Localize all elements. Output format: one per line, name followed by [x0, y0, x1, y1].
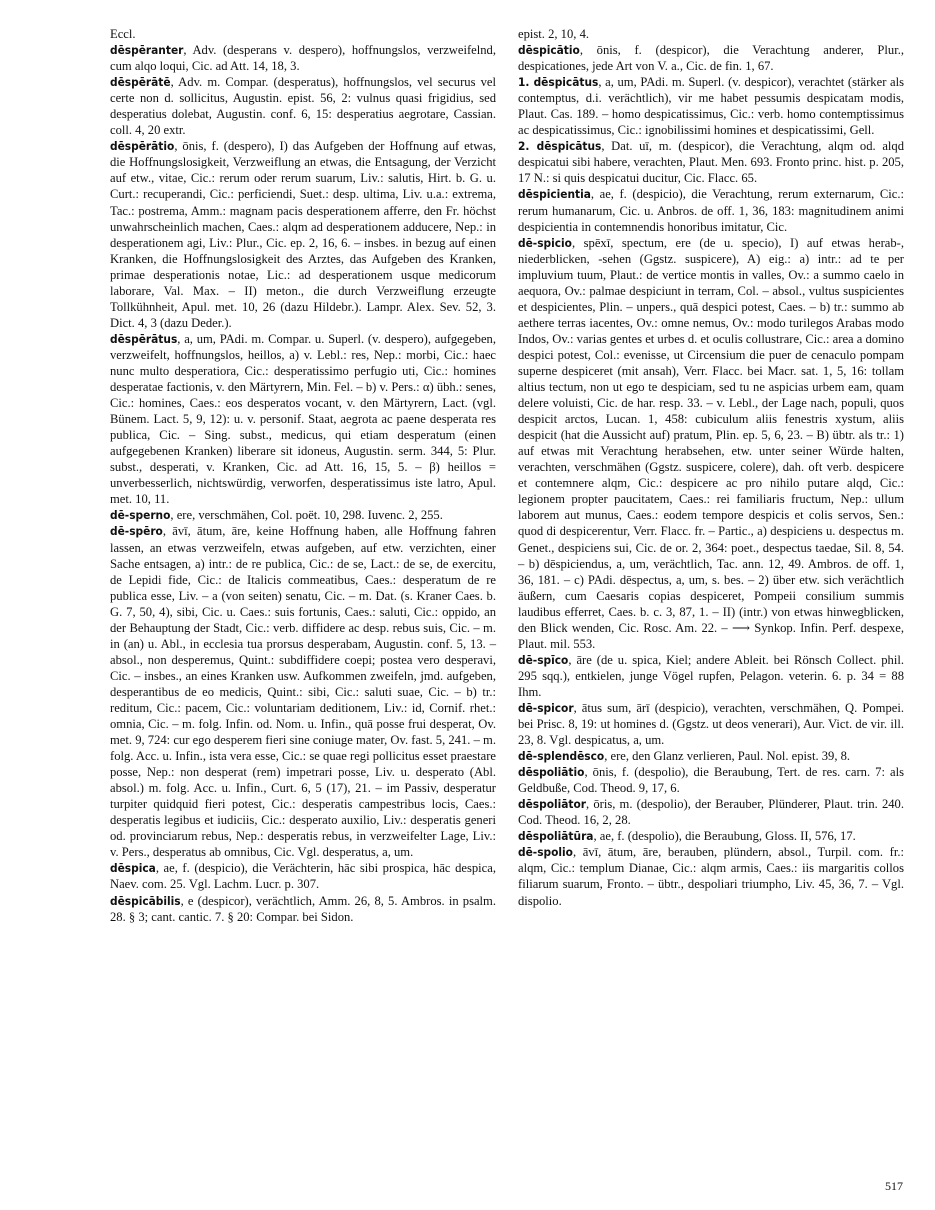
entry-headword: dē-spēro: [110, 524, 163, 539]
entry-headword: dēspoliātor: [518, 797, 587, 812]
entry-headword: dēspicābilis: [110, 893, 181, 908]
entry-text: , a, um, PAdi. m. Superl. (v. despicor), verachtet (stärker als contemptus, d.i. verächtlich), vir me habet pessumis despicatam modis, Plaut. Cas. 189. – homo despicatissimus, Cic.: verb. homo contemptissimus ac despicatissimus, Cic.: ignobilissimi homines et despicatissimi, Gell.: [518, 75, 905, 138]
entry-headword: dēspoliātūra: [518, 829, 594, 844]
dictionary-entry: [518, 42, 904, 74]
dictionary-entry: [518, 186, 904, 234]
dictionary-entry: [518, 748, 904, 764]
entry-headword: dēspērātus: [110, 331, 178, 346]
entry-text: Eccl.: [110, 27, 136, 41]
dictionary-entry: [518, 796, 904, 828]
left-column: [110, 26, 496, 925]
entry-headword: dēspoliātio: [518, 765, 585, 780]
dictionary-entry: [518, 828, 904, 844]
entry-headword: dēspērātio: [110, 139, 175, 154]
entry-headword: 1. dēspicātus: [518, 75, 599, 90]
entry-headword: dē-sperno: [110, 508, 171, 523]
dictionary-entry: [110, 42, 496, 74]
entry-text: , Adv. m. Compar. (desperatus), hoffnungslos, vel securus vel certe non d. sollicitus, Augustin. epist. 56, 2: vulnus quasi frigidius, sed desperatius dolebat, Augustin. conf. 6, 15: desperatius aegrotare, Cassian. coll. 4, 20 extr.: [110, 75, 496, 138]
entry-headword: dēspērātē: [110, 75, 171, 90]
dictionary-entry: [110, 523, 496, 860]
entry-headword: 2. dēspicātus: [518, 139, 602, 154]
entry-headword: dē-splendēsco: [518, 749, 605, 764]
dictionary-entry: [518, 26, 904, 42]
dictionary-entry: [110, 331, 496, 508]
dictionary-entry: [518, 138, 904, 186]
dictionary-entry: [110, 507, 496, 523]
entry-text: , ae, f. (despolio), die Beraubung, Gloss. II, 576, 17.: [593, 829, 856, 844]
entry-text: , āre (de u. spica, Kiel; andere Ableit. bei Rönsch Collect. phil. 295 sqq.), entkielen, junge Vögel rupfen, Pelagon. veterin. 6. p. 34 = 88 Ihm.: [518, 652, 904, 699]
entry-text: , Adv. (desperans v. despero), hoffnungslos, verzweifelnd, cum alqo loqui, Cic. ad Att. 14, 18, 3.: [110, 43, 496, 74]
entry-text: , āvī, ātum, āre, berauben, plündern, absol., Turpil. com. fr.: alqm, Cic.: templum Dianae, Cic.: alqm armis, Caes.: iis margaritis collos filiarum suarum, Fronto. – übtr., despoliari triumpho, Liv. 45, 36, 7. – Vgl. dispolio.: [518, 845, 904, 908]
entry-headword: dē-spīco: [518, 652, 569, 667]
entry-text: , ōris, m. (despolio), der Berauber, Plünderer, Plaut. trin. 240. Cod. Theod. 16, 2, 28.: [518, 797, 904, 828]
entry-headword: dēspicientia: [518, 187, 591, 202]
entry-text: , ere, den Glanz verlieren, Paul. Nol. epist. 39, 8.: [604, 749, 851, 764]
entry-headword: dēspicātio: [518, 43, 580, 58]
entry-text: , ere, verschmähen, Col. poët. 10, 298. Iuvenc. 2, 255.: [170, 508, 443, 523]
entry-text: epist. 2, 10, 4.: [518, 27, 590, 41]
dictionary-entry: [518, 764, 904, 796]
entry-text: , spēxī, spectum, ere (de u. specio), I) auf etwas herab-, niederblicken, -sehen (Ggstz. suspicere), A) eig.: a) intr.: ad te per impluvium tuum, Plaut.: de vertice montis in valles, Ov.: a summo caelo in aequora, Ov.: palmae despiciunt in terram, Col. – absol., vultus suspicientes et despicientes, Plin. – unpers., quā despici potest, Caes. – b) tr.: summo ab aethere terras iacentes, Ov.: omne nemus, Ov.: modo turilegos Arabas modo Indos, Ov.: varias gentes et urbes d. et oculis collustrare, Cic.: area a domino despici potest, Col.: evenisse, ut Circensium die puer de cenaculo pompam superne despiceret (mit ansah), Verr. Flacc. bei Macr. sat. 1, 5, 16: tollam altius tectum, non ut ego te despiciam, sed tu ne aspicias urbem eam, quam delere voluisti, Cic. de har. resp. 33. – v. Lebl., der Lage nach, populi, quos despicit arctos, Lucan. 1, 458: cubiculum aliis fenestris xystum, aliis despicit (hat die Aussicht auf) pratum, Plin. ep. 5, 6, 23. – B) übtr. als tr.: 1) auf etwas mit Verachtung herabsehen, etw. unter seiner Würde halten, verachten, verschmähen (Ggstz. suspicere, colere), dah. oft verb. despicere et contemnere alqm, Cic.: despicere ac pro nihilo putare alqd, Cic.: legionem propter paucitatem, Caes.: rei familiaris fructum, Nep.: ullum laborem aut munus, Caes.: eodem tempore despicis et colis servos, Sen.: quod di despicerentur, Verr. Flacc. fr. – Partic., a) despiciens u. despectus m. Genet., despiciens sui, Cic. de or. 2, 364: poet., despectus taedae, Sil. 8, 54. – b) dēspiciendus, a, um, verächtlich, Tac. ann. 12, 49. Ambros. de off. 1, 36, 181. – c) PAdi. dēspectus, a, um, s. bes. – 2) über etw. sich verächtlich äußern, cum Caesaris copias despiceret, Pompeii consilium summis laudibus efferret, Caes. b. c. 3, 87, 1. – II) (intr.) von etwas hinwegblicken, den Blick wenden, Cic. Rosc. Am. 22. – ⟶ Synkop. Infin. Perf. despexe, Plaut. mil. 553.: [518, 235, 904, 651]
entry-headword: dē-spicio: [518, 235, 572, 250]
dictionary-entry: [518, 74, 904, 138]
entry-text: , ae, f. (despicio), die Verachtung, rerum externarum, Cic.: rerum humanarum, Cic. u. Anbros. de off. 1, 36, 183: magnitudinem animi despicientia in contemnendis honoribus imitatur, Cic.: [518, 187, 904, 234]
entry-text: , ōnis, f. (despolio), die Beraubung, Tert. de res. carn. 7: als Geldbuße, Cod. Theod. 9, 17, 6.: [518, 765, 904, 796]
dictionary-entry: [110, 26, 496, 42]
dictionary-entry: [518, 700, 904, 748]
dictionary-entry: [518, 235, 904, 652]
entry-headword: dēspēranter: [110, 43, 184, 58]
entry-text: , āvī, ātum, āre, keine Hoffnung haben, alle Hoffnung fahren lassen, an etwas verzweifeln, etwas aufgeben, auf etw. verzichten, einer Sache entsagen, a) intr.: de re publica, Cic.: de se, Lact.: de se, de exercitu, de Lepidi fide, Cic.: de Italicis commeatibus, Caes.: desperatum de re publica esse, Liv. – a (von seiten) senatu, Cic. – m. Dat. (s. Kraner Caes. b. G. 7, 50, 4), sibi, Cic. u. Caes.: suis fortunis, Caes.: saluti, Cic.: oppido, an der Behauptung der Stadt, Cic.: verb. diffidere ac desp. rebus suis, Cic. – m. in (an) u. Abl., in ecclesia tua prorsus desperabam, Augustin. conf. 5, 13. – absol., non desperemus, Quint.: subdiffidere coepi; postea vero desperavi, Cic. – insbes., an eines Kranken usw. Aufkommen zweifeln, jmd. aufgeben, desperantibus de eo medicis, Quint.: sibi, Cic.: saluti suae, Cic. – b) tr.: reditum, Cic.: pacem, Cic.: voluntariam deditionem, Liv.: id, Cornif. rhet.: omnia, Cic. – m. folg. Infin. od. Nom. u. Infin., quā posse frui desperat, Ov. met. 9, 724: cur ego desperem fieri sine coniuge mater, Ov. fast. 5, 241. – m. folg. Acc. u. Infin., ista vera esse, Cic.: se quae regi pollicitus esset praestare posse, Nep.: non desperat (rem) impetrari posse, Liv. u. desperato (Abl. absol.) m. folg. Acc. u. Infin., Curt. 6, 5 (17), 21. – im Passiv, desperatur turpiter quidquid fieri potest, Cic.: desperatis campestribus locis, Caes.: desperatis legibus et iudiciis, Cic.: desperato auxilio, Liv.: desperatis generi od. provinciarum rebus, Nep.: desperatis rebus, in verzweifelter Lage, Liv.: v. Pers., desperatus ab omnibus, Cic. Vgl. desperatus, a, um.: [110, 524, 496, 860]
dictionary-entry: [518, 652, 904, 700]
entry-text: , Dat. uī, m. (despicor), die Verachtung, alqm od. alqd despicatui sibi habere, verachten, Plaut. Men. 693. Fronto princ. hist. p. 205, 17 N.: si quis despicatui ducitur, Cic. Flacc. 65.: [518, 139, 904, 186]
entry-headword: dēspica: [110, 861, 156, 876]
dictionary-entry: [110, 138, 496, 331]
entry-text: , a, um, PAdi. m. Compar. u. Superl. (v. despero), aufgegeben, verzweifelt, hoffnungslos, heillos, a) v. Lebl.: res, Nep.: morbi, Cic.: haec nunc multo desperatiora, Cic.: desperatissimo perfugio uti, Cic.: homines desperatae factionis, v. den Märtyrern, Min. Fel. – b) v. Pers.: α) übh.: senes, Cic.: homines, Caes.: eos desperatos vocant, v. den Märtyrern, Lact. (vgl. Bünem. Lact. 5, 9, 12): u. v. personif. Staat, aegrota ac paene desperata res publica, Cic. – Sing. subst., medicus, qui etiam desperatum (einen aufgegebenen Kranken) liberare sit idoneus, Augustin. serm. 344, 5: Plur. subst., desperati, v. Kranken, Cic. ad Att. 16, 15, 5. – β) heillos = unverbesserlich, nichtswürdig, verworfen, desperatissimus iste latro, Apul. met. 10, 11.: [110, 331, 496, 507]
entry-text: , ae, f. (despicio), die Verächterin, hāc sibi prospica, hāc despica, Naev. com. 25. Vgl. Lachm. Lucr. p. 307.: [110, 861, 496, 892]
dictionary-entry: [518, 844, 904, 908]
entry-text: , ōnis, f. (despero), I) das Aufgeben der Hoffnung auf etwas, die Hoffnungslosigkeit, Verzweiflung an etwas, die Entsagung, der Verzicht auf etw., vitae, Cic.: rerum oder rerum suarum, Liv.: salutis, Hirt. b. G. u. Curt.: recuperandi, Cic.: perficiendi, Suet.: desp. ultima, Liv. u.a.: extrema, Tac.: postrema, Amm.: magnam pacis desperationem afferre, den Fr. höchst unwahrscheinlich machen, Caes.: alqm ad desperationem adducere, Nep.: in desperationem agi, Liv.: Plur., Cic. ep. 2, 16, 6. – insbes. in bezug auf einen Kranken, die Hoffnungslosigkeit des Arztes, das Aufgeben des Kranken, primae desperationis notae, Lic.: ad desperationem usque medicorum laborare, Val. Max. – II) meton., die durch Verzweiflung erzeugte Tollkühnheit, Apul. met. 10, 26 (dazu Hildebr.). Lampr. Alex. Sev. 52, 3. Dict. 4, 3 (dazu Deder.).: [110, 139, 496, 330]
dictionary-entry: [110, 860, 496, 892]
entry-headword: dē-spolio: [518, 845, 573, 860]
entry-headword: dē-spicor: [518, 700, 574, 715]
entry-text: , e (despicor), verächtlich, Amm. 26, 8, 5. Ambros. in psalm. 28. § 3; cant. cantic. 7. § 20: Compar. bei Sidon.: [110, 893, 496, 924]
entry-text: , ōnis, f. (despicor), die Verachtung anderer, Plur., despicationes, jede Art von V. a., Cic. de fin. 1, 67.: [518, 43, 904, 74]
dictionary-entry: [110, 893, 496, 925]
right-column: [518, 26, 904, 909]
entry-text: , ātus sum, ārī (despicio), verachten, verschmähen, Q. Pompei. bei Prisc. 8, 19: ut homines d. (Ggstz. ut deos venerari), Aur. Vict. de vir. ill. 23, 8. Vgl. despicatus, a, um.: [518, 700, 904, 748]
dictionary-entry: [110, 74, 496, 138]
page-number: 517: [885, 1179, 903, 1193]
